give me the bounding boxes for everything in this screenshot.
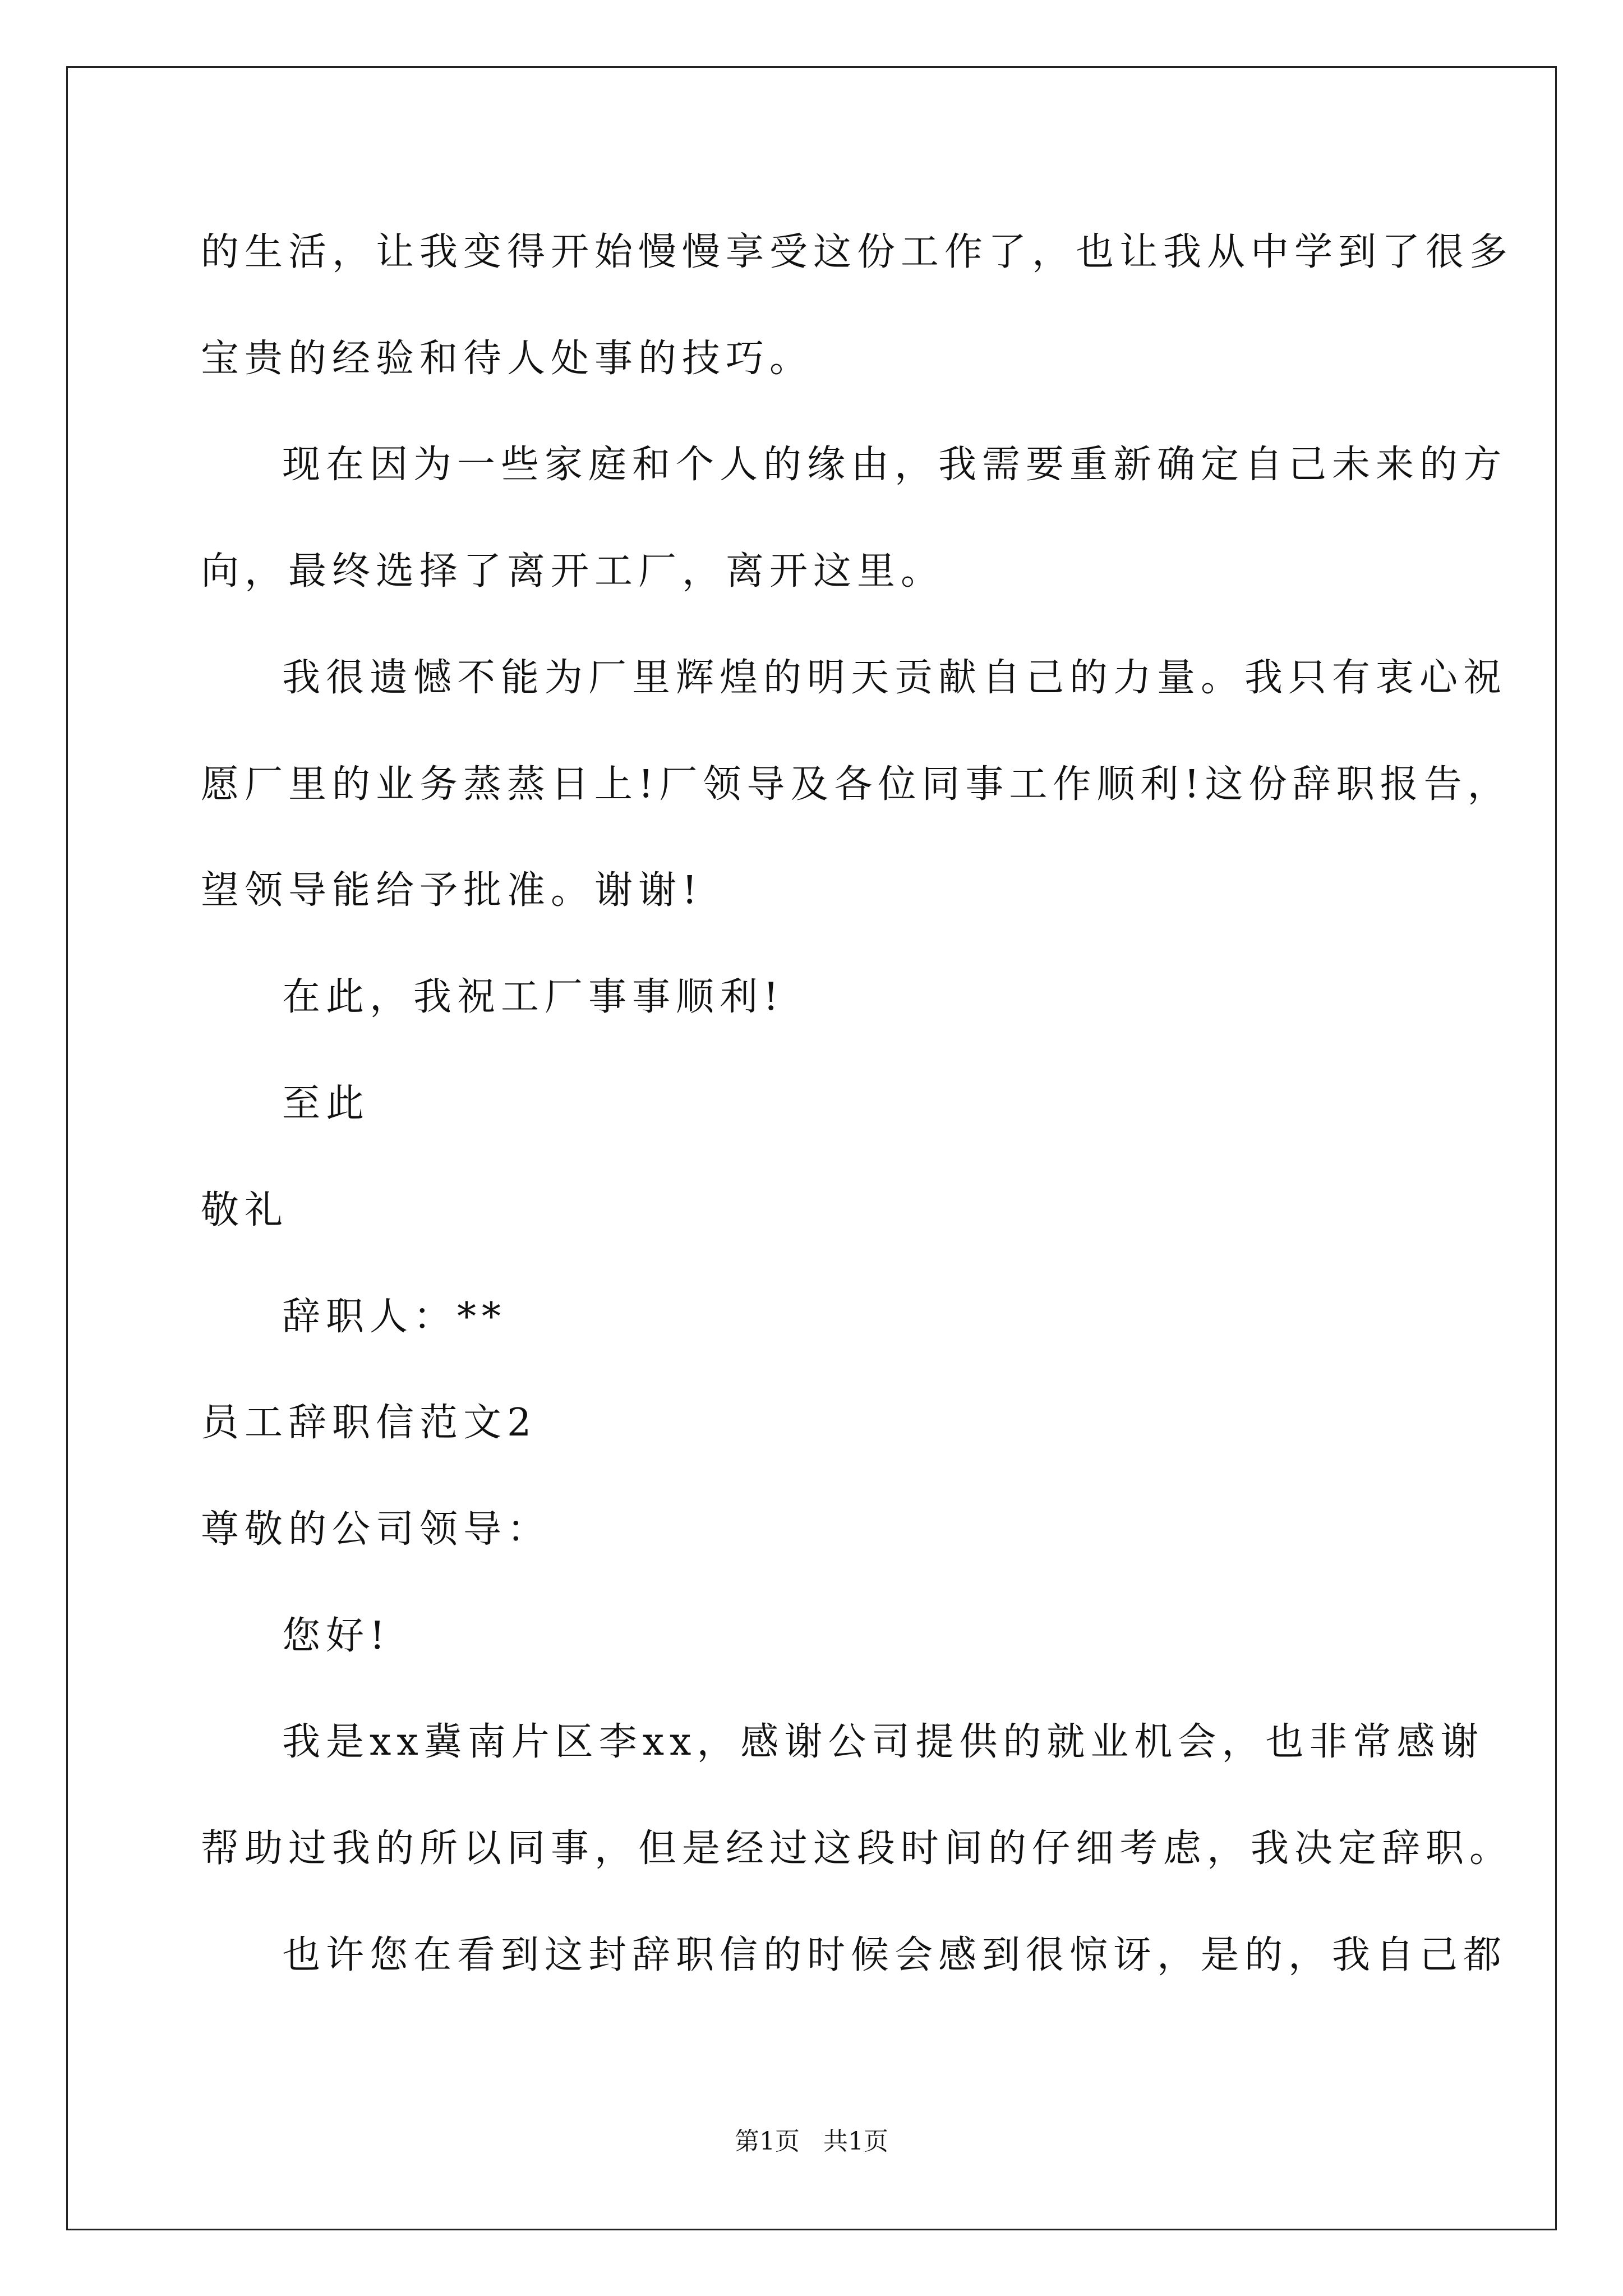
page-footer: 第1页 共1页 [735, 2127, 888, 2156]
text-line-4: 向，最终选择了离开工厂，离开这里。 [201, 549, 945, 593]
page-border [66, 66, 1557, 2230]
salutation: 尊敬的公司领导： [201, 1507, 551, 1552]
section-heading: 员工辞职信范文2 [201, 1401, 537, 1445]
text-line-9: 至此 [282, 1082, 370, 1126]
text-line-10: 敬礼 [201, 1188, 289, 1232]
text-line-1: 的生活，让我变得开始慢慢享受这份工作了，也让我从中学到了很多 [201, 230, 1514, 274]
text-line-5: 我很遗憾不能为厂里辉煌的明天贡献自己的力量。我只有衷心祝 [282, 656, 1507, 700]
text-line-8: 在此，我祝工厂事事顺利! [282, 975, 785, 1019]
text-line-16: 帮助过我的所以同事，但是经过这段时间的仔细考虑，我决定辞职。 [201, 1826, 1514, 1871]
text-line-3: 现在因为一些家庭和个人的缘由，我需要重新确定自己未来的方 [282, 443, 1507, 487]
text-line-7: 望领导能给予批准。谢谢! [201, 868, 703, 913]
greeting: 您好! [282, 1614, 391, 1658]
text-line-2: 宝贵的经验和待人处事的技巧。 [201, 337, 814, 381]
text-line-6: 愿厂里的业务蒸蒸日上!厂领导及各位同事工作顺利!这份辞职报告， [201, 762, 1511, 807]
signature-line: 辞职人：** [282, 1295, 507, 1339]
text-line-17: 也许您在看到这封辞职信的时候会感到很惊讶，是的，我自己都 [282, 1933, 1507, 1977]
text-line-15: 我是xx冀南片区李xx，感谢公司提供的就业机会，也非常感谢 [282, 1720, 1484, 1764]
